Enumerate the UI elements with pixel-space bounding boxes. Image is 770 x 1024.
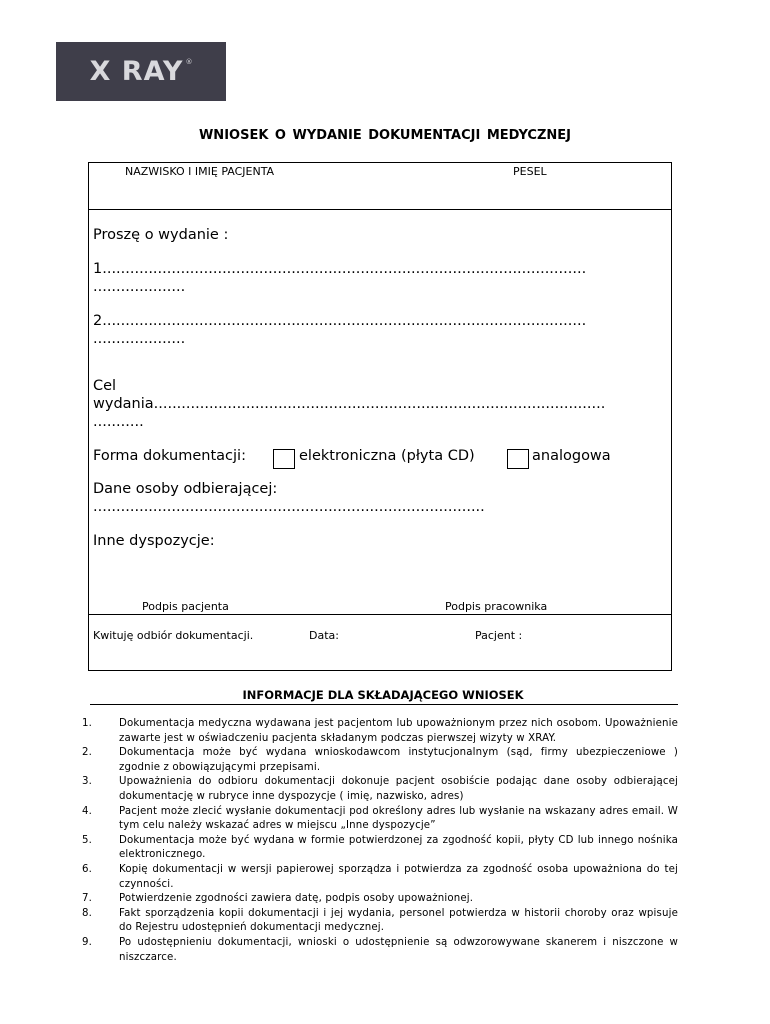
header-divider — [89, 209, 671, 210]
item-1-continuation[interactable]: .................... — [93, 279, 186, 295]
list-item — [82, 892, 678, 907]
list-item-number: 1. — [82, 718, 93, 729]
date-label: Data: — [309, 629, 339, 642]
purpose-line[interactable]: wydania.................................................................................................. — [93, 396, 606, 412]
document-title: WNIOSEK O WYDANIE DOKUMENTACJI MEDYCZNEJ — [198, 128, 572, 143]
electronic-checkbox[interactable] — [273, 449, 295, 469]
info-list — [82, 717, 678, 965]
list-item — [82, 907, 678, 936]
list-item-text: Fakt sporządzenia kopii dokumentacji i jej wydania, personel potwierdza w historii choroby oraz wpisuje do Rejestru udostępnień dokumentacji medycznej. — [119, 907, 678, 934]
analog-option-label: analogowa — [532, 448, 611, 464]
staff-signature-label: Podpis pracownika — [445, 600, 548, 613]
list-item — [82, 936, 678, 965]
list-item-text: Dokumentacja medyczna wydawana jest pacjentom lub upoważnionym przez nich osobom. Upoważnienie zawarte jest w oświadczeniu pacjenta składanym podczas pierwszej wizyty w XRAY. — [119, 718, 678, 744]
info-title: INFORMACJE DLA SKŁADAJĄCEGO WNIOSEK — [242, 688, 524, 702]
list-item-text: Po udostępnieniu dokumentacji, wnioski o udostępnienie są odwzorowywane skanerem i niszczone w niszczarce. — [119, 936, 678, 963]
list-item-text: Kopię dokumentacji w wersji papierowej sporządza i potwierdza za zgodność osoba upoważniona do tej czynności. — [119, 863, 678, 890]
request-label: Proszę o wydanie : — [93, 227, 229, 243]
purpose-label: Cel — [93, 378, 117, 394]
analog-checkbox[interactable] — [507, 449, 529, 469]
list-item-text: Potwierdzenie zgodności zawiera datę, podpis osoby upoważnionej. — [119, 893, 474, 905]
list-item — [82, 834, 678, 863]
list-item-text: Dokumentacja może być wydana wnioskodawcom instytucjonalnym (sąd, firmy ubezpieczeniowe ) zgodnie z obowiązującymi przepisami. — [119, 747, 678, 773]
logo-text: X RAY — [89, 56, 184, 87]
list-item-number: 8. — [82, 907, 93, 919]
info-title-underline — [90, 704, 678, 705]
documentation-form-label: Forma dokumentacji: — [93, 448, 246, 464]
receipt-label: Kwituję odbiór dokumentacji. — [93, 629, 254, 642]
electronic-option-label: elektroniczna (płyta CD) — [299, 448, 475, 464]
request-form — [88, 162, 672, 671]
patient-signature-label: Podpis pacjenta — [142, 600, 229, 613]
list-item — [82, 863, 678, 892]
recipient-line[interactable]: ..................................................................................... — [93, 499, 485, 515]
list-item-number: 4. — [82, 805, 93, 817]
list-item-number: 2. — [82, 747, 93, 759]
list-item — [82, 746, 678, 775]
list-item-number: 9. — [82, 936, 93, 948]
list-item-text: Dokumentacja może być wydana w formie potwierdzonej za zgodność kopii, płyty CD lub innego nośnika elektronicznego. — [119, 834, 678, 861]
list-item-number: 7. — [82, 893, 93, 905]
list-item-text: Upoważnienia do odbioru dokumentacji dokonuje pacjent osobiście podając dane osoby odbierającej dokumentację w rubryce inne dyspozycje ( imię, nazwisko, adres) — [119, 776, 678, 802]
pesel-label: PESEL — [513, 165, 547, 178]
patient-receipt-label: Pacjent : — [475, 629, 523, 642]
list-item-number: 5. — [82, 834, 93, 846]
purpose-continuation[interactable]: ........... — [93, 414, 144, 430]
xray-logo — [56, 42, 226, 101]
list-item-text: Pacjent może zlecić wysłanie dokumentacji pod określony adres lub wysłanie na wskazany adres email. W tym celu należy wskazać adres w miejscu „Inne dyspozycje” — [119, 805, 678, 832]
list-item — [82, 775, 678, 804]
patient-name-label: NAZWISKO I IMIĘ PACJENTA — [125, 165, 275, 178]
item-1-line[interactable]: 1......................................................................................................... — [93, 261, 587, 277]
list-item-number: 3. — [82, 776, 93, 788]
logo-registered-mark: ® — [185, 57, 193, 66]
recipient-label: Dane osoby odbierającej: — [93, 481, 278, 497]
list-item-number: 6. — [82, 863, 93, 875]
item-2-line[interactable]: 2......................................................................................................... — [93, 313, 587, 329]
receipt-divider — [89, 614, 671, 615]
list-item — [82, 717, 678, 746]
other-instructions-label: Inne dyspozycje: — [93, 533, 215, 549]
item-2-continuation[interactable]: .................... — [93, 331, 186, 347]
list-item — [82, 805, 678, 834]
